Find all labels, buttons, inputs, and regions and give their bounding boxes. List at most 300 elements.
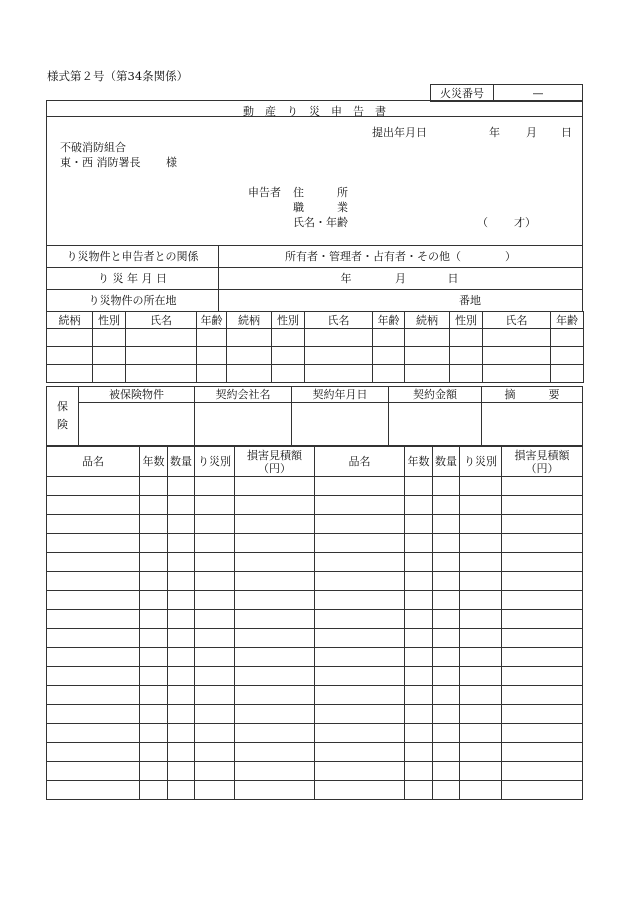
items-cell[interactable]: [47, 629, 140, 648]
items-header-row: [47, 447, 583, 477]
family-cell[interactable]: [47, 365, 93, 383]
items-cell[interactable]: [140, 743, 168, 762]
family-cell[interactable]: [47, 347, 93, 365]
items-cell[interactable]: [235, 705, 315, 724]
items-cell[interactable]: [433, 534, 460, 553]
disaster-date-label: り 災 年 月 日: [47, 268, 219, 290]
items-cell[interactable]: [140, 610, 168, 629]
items-cell[interactable]: [195, 705, 235, 724]
family-h-name-2: 氏名: [305, 312, 373, 329]
items-cell[interactable]: [502, 572, 583, 591]
items-cell[interactable]: [433, 610, 460, 629]
family-cell[interactable]: [272, 365, 305, 383]
items-cell[interactable]: [405, 534, 433, 553]
family-cell[interactable]: [227, 347, 272, 365]
items-cell[interactable]: [47, 781, 140, 800]
items-row: [47, 553, 583, 572]
items-cell[interactable]: [433, 781, 460, 800]
items-cell[interactable]: [235, 724, 315, 743]
disaster-date-field[interactable]: [219, 268, 583, 290]
items-cell[interactable]: [460, 477, 502, 496]
items-cell[interactable]: [195, 648, 235, 667]
items-cell[interactable]: [405, 667, 433, 686]
declarant-label: 申告者: [248, 186, 281, 199]
items-cell[interactable]: [235, 686, 315, 705]
submission-day[interactable]: 日: [561, 126, 572, 139]
items-cell[interactable]: [315, 686, 405, 705]
items-h-qty-2: 数量: [433, 447, 460, 477]
family-h-name-3: 氏名: [483, 312, 551, 329]
info-rows: [46, 245, 583, 312]
items-cell[interactable]: [460, 534, 502, 553]
family-cell[interactable]: [93, 329, 126, 347]
addressee-chief: 東・西 消防署長: [60, 156, 141, 169]
family-cell[interactable]: [305, 329, 373, 347]
items-h-name-2: 品名: [315, 447, 405, 477]
items-cell[interactable]: [235, 629, 315, 648]
family-cell[interactable]: [126, 329, 197, 347]
items-cell[interactable]: [47, 743, 140, 762]
items-cell[interactable]: [47, 572, 140, 591]
family-cell[interactable]: [483, 365, 551, 383]
items-cell[interactable]: [460, 743, 502, 762]
items-cell[interactable]: [405, 496, 433, 515]
items-h-damage-1-line2: （円）: [258, 461, 291, 475]
items-cell[interactable]: [502, 553, 583, 572]
items-cell[interactable]: [140, 572, 168, 591]
items-cell[interactable]: [460, 686, 502, 705]
items-h-damage-1: [235, 447, 315, 477]
family-h-name-1: 氏名: [126, 312, 197, 329]
items-cell[interactable]: [235, 477, 315, 496]
items-cell[interactable]: [140, 591, 168, 610]
items-row: [47, 629, 583, 648]
family-cell[interactable]: [405, 347, 450, 365]
disaster-year: 年: [340, 272, 352, 285]
items-cell[interactable]: [235, 648, 315, 667]
items-cell[interactable]: [405, 686, 433, 705]
items-h-damage-2-line1: 損害見積額: [514, 448, 570, 462]
items-cell[interactable]: [195, 629, 235, 648]
items-cell[interactable]: [140, 686, 168, 705]
items-cell[interactable]: [235, 762, 315, 781]
items-cell[interactable]: [433, 496, 460, 515]
ins-h-object: 被保険物件: [79, 387, 195, 403]
items-cell[interactable]: [315, 496, 405, 515]
family-cell[interactable]: [405, 329, 450, 347]
occupation-label[interactable]: 職 業: [293, 201, 348, 214]
items-cell[interactable]: [405, 705, 433, 724]
items-h-damage-2: [502, 447, 583, 477]
items-cell[interactable]: [405, 477, 433, 496]
items-cell[interactable]: [433, 591, 460, 610]
items-cell[interactable]: [315, 515, 405, 534]
location-field[interactable]: [219, 290, 583, 312]
items-cell[interactable]: [433, 743, 460, 762]
items-cell[interactable]: [140, 553, 168, 572]
items-cell[interactable]: [168, 743, 195, 762]
ins-h-remarks: 摘 要: [482, 387, 583, 403]
family-cell[interactable]: [197, 365, 227, 383]
family-cell[interactable]: [197, 347, 227, 365]
disaster-month: 月: [395, 272, 406, 285]
items-cell[interactable]: [195, 553, 235, 572]
ins-h-company: 契約会社名: [195, 387, 292, 403]
address-label[interactable]: 住 所: [293, 186, 348, 199]
family-h-relation-3: 続柄: [405, 312, 450, 329]
items-row: [47, 781, 583, 800]
ins-h-date: 契約年月日: [292, 387, 389, 403]
items-cell[interactable]: [195, 496, 235, 515]
items-row: [47, 610, 583, 629]
items-row: [47, 572, 583, 591]
items-cell[interactable]: [140, 724, 168, 743]
items-cell[interactable]: [315, 762, 405, 781]
items-cell[interactable]: [195, 515, 235, 534]
items-cell[interactable]: [315, 534, 405, 553]
items-cell[interactable]: [47, 515, 140, 534]
items-cell[interactable]: [168, 705, 195, 724]
submission-month[interactable]: 月: [526, 126, 537, 139]
items-cell[interactable]: [502, 667, 583, 686]
items-cell[interactable]: [315, 648, 405, 667]
items-cell[interactable]: [195, 724, 235, 743]
items-cell[interactable]: [315, 705, 405, 724]
family-cell[interactable]: [405, 365, 450, 383]
items-cell[interactable]: [433, 553, 460, 572]
fire-number-label: 火災番号: [431, 85, 494, 102]
items-h-years-1: 年数: [140, 447, 168, 477]
name-age-label[interactable]: 氏名・年齢: [293, 216, 348, 229]
items-cell[interactable]: [140, 648, 168, 667]
items-cell[interactable]: [47, 724, 140, 743]
items-cell[interactable]: [502, 781, 583, 800]
ins-date-field[interactable]: [292, 403, 389, 446]
items-cell[interactable]: [315, 610, 405, 629]
items-row: [47, 648, 583, 667]
items-cell[interactable]: [195, 591, 235, 610]
items-cell[interactable]: [47, 496, 140, 515]
disaster-day: 日: [447, 272, 459, 285]
family-cell[interactable]: [227, 365, 272, 383]
items-cell[interactable]: [433, 572, 460, 591]
ins-h-amount: 契約金額: [389, 387, 482, 403]
family-cell[interactable]: [47, 329, 93, 347]
items-cell[interactable]: [433, 762, 460, 781]
items-cell[interactable]: [502, 591, 583, 610]
items-cell[interactable]: [168, 553, 195, 572]
items-cell[interactable]: [168, 648, 195, 667]
items-cell[interactable]: [140, 762, 168, 781]
items-cell[interactable]: [168, 591, 195, 610]
items-cell[interactable]: [140, 515, 168, 534]
family-cell[interactable]: [373, 329, 405, 347]
items-cell[interactable]: [315, 572, 405, 591]
items-cell[interactable]: [315, 629, 405, 648]
items-cell[interactable]: [168, 629, 195, 648]
items-cell[interactable]: [195, 743, 235, 762]
items-cell[interactable]: [502, 477, 583, 496]
location-label: り災物件の所在地: [47, 290, 219, 312]
items-cell[interactable]: [168, 534, 195, 553]
items-cell[interactable]: [460, 781, 502, 800]
items-h-damage-1-line1: 損害見積額: [247, 448, 302, 462]
items-table: [46, 446, 583, 800]
family-cell[interactable]: [126, 347, 197, 365]
insurance-table: [46, 386, 583, 446]
items-cell[interactable]: [460, 572, 502, 591]
items-cell[interactable]: [405, 743, 433, 762]
items-h-disaster-2: り災別: [460, 447, 502, 477]
family-h-relation-1: 続柄: [47, 312, 93, 329]
items-cell[interactable]: [433, 648, 460, 667]
items-cell[interactable]: [405, 781, 433, 800]
items-cell[interactable]: [460, 667, 502, 686]
family-h-sex-2: 性別: [272, 312, 305, 329]
items-cell[interactable]: [235, 610, 315, 629]
items-cell[interactable]: [460, 648, 502, 667]
submission-date-label: 提出年月日: [372, 126, 427, 139]
form-number: 様式第２号（第34条関係）: [47, 69, 189, 83]
items-cell[interactable]: [140, 781, 168, 800]
items-cell[interactable]: [168, 762, 195, 781]
items-h-years-2: 年数: [405, 447, 433, 477]
items-cell[interactable]: [502, 743, 583, 762]
items-cell[interactable]: [460, 553, 502, 572]
family-h-relation-2: 続柄: [227, 312, 272, 329]
age-paren-open: （: [477, 216, 488, 229]
items-cell[interactable]: [460, 591, 502, 610]
items-cell[interactable]: [315, 667, 405, 686]
items-cell[interactable]: [460, 629, 502, 648]
items-cell[interactable]: [460, 724, 502, 743]
items-cell[interactable]: [405, 610, 433, 629]
family-h-sex-1: 性別: [93, 312, 126, 329]
items-cell[interactable]: [140, 496, 168, 515]
family-cell[interactable]: [305, 347, 373, 365]
family-cell[interactable]: [227, 329, 272, 347]
items-cell[interactable]: [405, 572, 433, 591]
family-cell[interactable]: [551, 347, 584, 365]
location-suffix: 番地: [459, 294, 481, 307]
items-cell[interactable]: [195, 781, 235, 800]
items-row: [47, 705, 583, 724]
items-cell[interactable]: [502, 724, 583, 743]
title-bar: [46, 100, 583, 117]
family-cell[interactable]: [450, 365, 483, 383]
family-h-age-2: 年齢: [373, 312, 405, 329]
items-cell[interactable]: [405, 553, 433, 572]
items-cell[interactable]: [315, 743, 405, 762]
declaration-section: [46, 116, 583, 246]
items-cell[interactable]: [235, 743, 315, 762]
family-row: [47, 329, 584, 347]
items-cell[interactable]: [405, 762, 433, 781]
items-row: [47, 686, 583, 705]
ins-amount-field[interactable]: [389, 403, 482, 446]
items-row: [47, 667, 583, 686]
relation-options[interactable]: 所有者・管理者・占有者・その他（ ）: [219, 246, 583, 268]
items-cell[interactable]: [405, 724, 433, 743]
items-cell[interactable]: [433, 705, 460, 724]
items-cell[interactable]: [140, 629, 168, 648]
items-cell[interactable]: [140, 667, 168, 686]
items-cell[interactable]: [168, 496, 195, 515]
ins-remarks-field[interactable]: [482, 403, 583, 446]
items-cell[interactable]: [235, 534, 315, 553]
items-cell[interactable]: [433, 667, 460, 686]
items-cell[interactable]: [168, 667, 195, 686]
items-cell[interactable]: [433, 629, 460, 648]
items-cell[interactable]: [502, 762, 583, 781]
family-cell[interactable]: [93, 347, 126, 365]
items-cell[interactable]: [315, 724, 405, 743]
items-cell[interactable]: [460, 705, 502, 724]
relation-label: り災物件と申告者との関係: [47, 246, 219, 268]
items-cell[interactable]: [235, 515, 315, 534]
items-cell[interactable]: [502, 686, 583, 705]
items-cell[interactable]: [433, 724, 460, 743]
items-cell[interactable]: [47, 667, 140, 686]
items-cell[interactable]: [405, 629, 433, 648]
items-cell[interactable]: [168, 610, 195, 629]
items-cell[interactable]: [195, 534, 235, 553]
family-row: [47, 347, 584, 365]
family-h-age-3: 年齢: [551, 312, 584, 329]
items-row: [47, 515, 583, 534]
items-row: [47, 496, 583, 515]
insurance-side-2: 険: [57, 418, 68, 431]
items-cell[interactable]: [315, 477, 405, 496]
items-cell[interactable]: [195, 572, 235, 591]
items-cell[interactable]: [235, 496, 315, 515]
items-cell[interactable]: [405, 515, 433, 534]
items-cell[interactable]: [433, 686, 460, 705]
items-cell[interactable]: [502, 629, 583, 648]
items-cell[interactable]: [168, 572, 195, 591]
items-cell[interactable]: [195, 762, 235, 781]
family-table: [46, 311, 584, 383]
items-cell[interactable]: [502, 705, 583, 724]
family-cell[interactable]: [373, 347, 405, 365]
family-row: [47, 365, 584, 383]
fire-number-value[interactable]: —: [494, 85, 583, 102]
items-cell[interactable]: [195, 610, 235, 629]
items-cell[interactable]: [195, 667, 235, 686]
items-cell[interactable]: [405, 591, 433, 610]
items-cell[interactable]: [140, 534, 168, 553]
items-cell[interactable]: [502, 648, 583, 667]
family-cell[interactable]: [272, 347, 305, 365]
family-cell[interactable]: [197, 329, 227, 347]
items-h-name-1: 品名: [47, 447, 140, 477]
items-cell[interactable]: [168, 781, 195, 800]
family-cell[interactable]: [551, 365, 584, 383]
items-cell[interactable]: [235, 667, 315, 686]
ins-object-field[interactable]: [79, 403, 195, 446]
items-cell[interactable]: [235, 781, 315, 800]
items-cell[interactable]: [47, 705, 140, 724]
items-h-damage-2-line2: （円）: [525, 461, 559, 475]
items-cell[interactable]: [460, 515, 502, 534]
addressee-org: 不破消防組合: [60, 141, 126, 154]
items-cell[interactable]: [168, 477, 195, 496]
items-cell[interactable]: [47, 591, 140, 610]
items-cell[interactable]: [502, 534, 583, 553]
family-cell[interactable]: [126, 365, 197, 383]
family-cell[interactable]: [373, 365, 405, 383]
items-row: [47, 743, 583, 762]
items-row: [47, 724, 583, 743]
age-suffix: 才）: [514, 216, 536, 229]
family-cell[interactable]: [450, 329, 483, 347]
items-cell[interactable]: [47, 553, 140, 572]
family-cell[interactable]: [483, 347, 551, 365]
items-cell[interactable]: [168, 515, 195, 534]
items-cell[interactable]: [47, 762, 140, 781]
family-h-sex-3: 性別: [450, 312, 483, 329]
items-cell[interactable]: [140, 477, 168, 496]
items-cell[interactable]: [235, 591, 315, 610]
items-cell[interactable]: [168, 724, 195, 743]
items-cell[interactable]: [315, 553, 405, 572]
items-cell[interactable]: [433, 515, 460, 534]
items-cell[interactable]: [502, 610, 583, 629]
items-cell[interactable]: [235, 572, 315, 591]
items-h-disaster-1: り災別: [195, 447, 235, 477]
items-row: [47, 477, 583, 496]
items-cell[interactable]: [47, 648, 140, 667]
items-cell[interactable]: [168, 686, 195, 705]
family-cell[interactable]: [450, 347, 483, 365]
family-cell[interactable]: [305, 365, 373, 383]
family-cell[interactable]: [551, 329, 584, 347]
family-cell[interactable]: [483, 329, 551, 347]
items-h-qty-1: 数量: [168, 447, 195, 477]
items-cell[interactable]: [460, 762, 502, 781]
family-h-age-1: 年齢: [197, 312, 227, 329]
items-cell[interactable]: [47, 686, 140, 705]
items-cell[interactable]: [502, 515, 583, 534]
items-cell[interactable]: [405, 648, 433, 667]
insurance-side-label: [47, 387, 79, 446]
items-row: [47, 591, 583, 610]
items-cell[interactable]: [195, 477, 235, 496]
ins-company-field[interactable]: [195, 403, 292, 446]
insurance-side-1: 保: [57, 400, 68, 413]
family-cell[interactable]: [272, 329, 305, 347]
addressee-honorific: 様: [166, 156, 177, 169]
items-row: [47, 534, 583, 553]
document-title: 動 産 り 災 申 告 書: [243, 105, 386, 118]
items-cell[interactable]: [195, 686, 235, 705]
family-cell[interactable]: [93, 365, 126, 383]
items-cell[interactable]: [235, 553, 315, 572]
items-cell[interactable]: [315, 781, 405, 800]
items-cell[interactable]: [433, 477, 460, 496]
items-cell[interactable]: [140, 705, 168, 724]
items-cell[interactable]: [460, 496, 502, 515]
items-cell[interactable]: [460, 610, 502, 629]
family-header-row: [47, 312, 584, 329]
items-cell[interactable]: [47, 477, 140, 496]
submission-year[interactable]: 年: [489, 126, 500, 139]
items-row: [47, 762, 583, 781]
items-cell[interactable]: [47, 610, 140, 629]
items-cell[interactable]: [47, 534, 140, 553]
items-cell[interactable]: [315, 591, 405, 610]
items-cell[interactable]: [502, 496, 583, 515]
